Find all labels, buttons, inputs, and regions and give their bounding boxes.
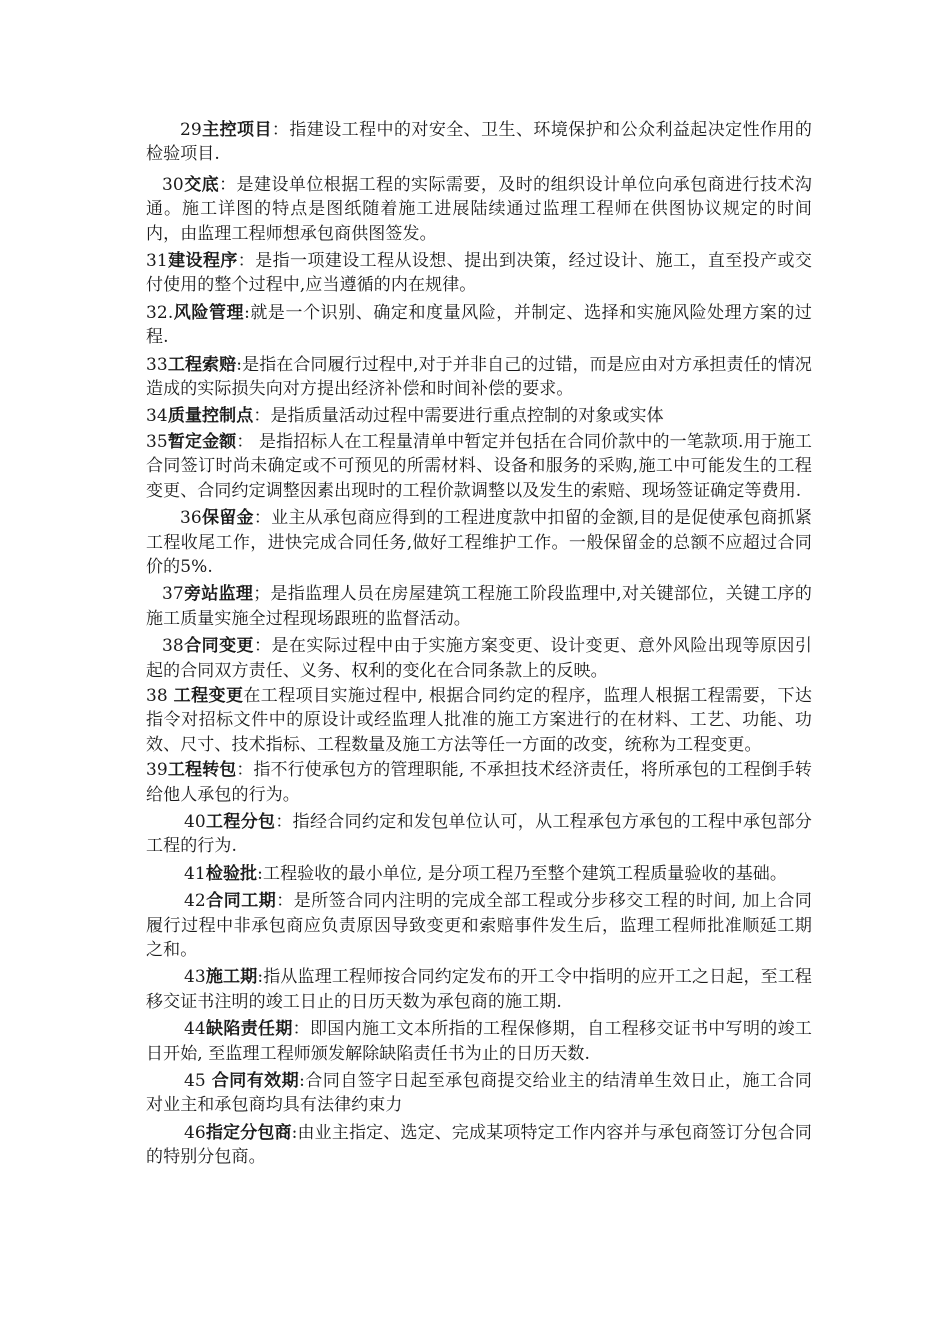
entry-separator: : — [236, 354, 243, 375]
entry-separator: ； — [253, 584, 271, 605]
entry-separator: ： — [275, 811, 293, 832]
entry-term: 工程分包 — [205, 811, 276, 832]
entry-body: 即国内施工文本所指的工程保修期，自工程移交证书中写明的竣工日开始, 至监理工程师颁发解除缺陷责任书为止的日历天数. — [146, 1019, 812, 1064]
entry-34 — [146, 404, 812, 428]
entry-separator: : — [257, 967, 264, 988]
entry-body: 指建设工程中的对安全、卫生、环境保护和公众利益起决定性作用的检验项目. — [146, 120, 813, 165]
entry-term: 合同有效期 — [211, 1071, 300, 1092]
entry-separator: ： — [219, 174, 237, 195]
entry-number: 43 — [184, 967, 206, 988]
entry-43 — [146, 965, 812, 1014]
entry-number: 36 — [180, 508, 202, 529]
entry-separator: ： — [237, 251, 256, 272]
entry-separator: ： — [276, 891, 294, 912]
entry-term: 合同变更 — [183, 636, 254, 657]
entry-body: 合同自签字日起至承包商提交给业主的结清单生效日止，施工合同对业主和承包商均具有法律约束力 — [146, 1071, 813, 1116]
entry-term: 质量控制点 — [167, 406, 254, 427]
entry-number: 46 — [184, 1122, 206, 1143]
entry-31 — [146, 249, 812, 298]
entry-45 — [146, 1069, 812, 1118]
entry-number: 42 — [184, 891, 206, 912]
entry-separator: : — [299, 1071, 305, 1092]
entry-body: 是指一项建设工程从设想、提出到决策，经过设计、施工，直至投产或交付使用的整个过程中,应当遵循的内在规律。 — [146, 251, 812, 296]
entry-number: 32. — [146, 302, 174, 323]
entry-body: 是指在合同履行过程中,对于并非自己的过错，而是应由对方承担责任的情况造成的实际损失向对方提出经济补偿和时间补偿的要求。 — [146, 354, 812, 400]
entry-term: 缺陷责任期 — [205, 1019, 293, 1040]
entry-separator: ： — [292, 1019, 310, 1040]
entry-37 — [146, 582, 812, 631]
entry-body: 是所签合同内注明的完成全部工程或分步移交工程的时间, 加上合同履行过程中非承包商应负责原因导致变更和索赔事件发生后，监理工程师批准顺延工期之和。 — [146, 891, 813, 960]
entry-39 — [146, 758, 812, 807]
entry-38-engineering-change — [146, 684, 812, 757]
entry-body: 是指招标人在工程量清单中暂定并包括在合同价款中的一笔款项.用于施工合同签订时尚未确定或不可预见的所需材料、设备和服务的采购,施工中可能发生的工程变更、合同约定调整因素出现时的工程价款调整以及发生的索赔、现场签证确定等费用. — [146, 431, 813, 501]
entry-body: 是在实际过程中由于实施方案变更、设计变更、意外风险出现等原因引起的合同双方责任、义务、权利的变化在合同条款上的反映。 — [146, 636, 812, 681]
entry-body: 工程验收的最小单位, 是分项工程乃至整个建筑工程质量验收的基础。 — [262, 863, 787, 884]
entry-number: 35 — [146, 431, 168, 452]
entry-29 — [146, 118, 812, 167]
entry-term: 工程转包 — [167, 760, 237, 781]
entry-33 — [146, 353, 812, 402]
entry-35 — [146, 430, 812, 503]
entry-38-contract-change — [146, 634, 812, 683]
entry-body: 指经合同约定和发包单位认可，从工程承包方承包的工程中承包部分工程的行为. — [146, 811, 813, 857]
entry-term: 工程变更 — [173, 685, 244, 706]
entry-body: 是指监理人员在房屋建筑工程施工阶段监理中,对关键部位，关键工序的施工质量实施全过程现场跟班的监督活动。 — [146, 584, 812, 629]
entry-number: 39 — [146, 760, 168, 781]
entry-number: 38 — [162, 636, 184, 657]
entry-body: 指从监理工程师按合同约定发布的开工令中指明的应开工之日起，至工程移交证书注明的竣工日止的日历天数为承包商的施工期. — [146, 967, 812, 1012]
entry-number: 41 — [184, 863, 206, 884]
entry-42 — [146, 889, 812, 962]
entry-46 — [146, 1121, 812, 1170]
entry-30 — [146, 173, 812, 246]
entry-number: 37 — [162, 584, 184, 605]
entry-number: 44 — [184, 1019, 206, 1040]
entry-term: 旁站监理 — [183, 584, 254, 605]
entry-term: 保留金 — [201, 508, 254, 529]
entry-term: 指定分包商 — [205, 1122, 292, 1143]
entry-36 — [146, 506, 812, 579]
entry-term: 暂定金额 — [167, 431, 237, 452]
entry-body: 指不行使承包方的管理职能, 不承担技术经济责任，将所承包的工程倒手转给他人承包的行为。 — [146, 760, 812, 805]
entry-body: 是指质量活动过程中需要进行重点控制的对象或实体 — [270, 406, 664, 427]
entry-number: 29 — [180, 120, 202, 140]
entry-separator: : — [291, 1122, 298, 1143]
entry-number: 34 — [146, 406, 168, 427]
entry-body: 由业主指定、选定、完成某项特定工作内容并与承包商签订分包合同的特别分包商。 — [146, 1122, 813, 1168]
entry-number: 45 — [184, 1071, 212, 1092]
entry-body: 就是一个识别、确定和度量风险，并制定、选择和实施风险处理方案的过程. — [146, 302, 812, 348]
entry-number: 31 — [146, 251, 168, 272]
entry-44 — [146, 1017, 812, 1066]
entry-term: 风险管理 — [173, 302, 245, 323]
entry-body: 业主从承包商应得到的工程进度款中扣留的金额,目的是促使承包商抓紧工程收尾工作，进快完成合同任务,做好工程维护工作。一般保留金的总额不应超过合同价的5%. — [146, 508, 812, 577]
entry-body: 在工程项目实施过程中, 根据合同约定的程序，监理人根据工程需要，下达指令对招标文件中的原设计或经监理人批准的施工方案进行的在材料、工艺、功能、功效、尺寸、技术指标、工程数量及施工方法等任一方面的改变，统称为工程变更。 — [146, 685, 812, 755]
entry-number: 33 — [146, 354, 168, 375]
entry-separator: ： — [236, 431, 254, 452]
entry-separator: ： — [253, 508, 272, 529]
entry-term: 建设程序 — [167, 251, 238, 272]
entry-separator: : — [244, 302, 250, 323]
entry-number: 40 — [184, 811, 206, 832]
entry-separator: : — [257, 863, 263, 884]
entry-number: 38 — [146, 685, 174, 706]
entry-term: 合同工期 — [205, 891, 277, 912]
entry-separator: ： — [236, 760, 254, 781]
entry-term: 检验批 — [205, 863, 258, 884]
entry-32 — [146, 301, 812, 350]
entry-term: 交底 — [183, 174, 220, 195]
entry-body: 是建设单位根据工程的实际需要，及时的组织设计单位向承包商进行技术沟通。施工详图的特点是图纸随着施工进展陆续通过监理工程师在供图协议规定的时间内，由监理工程师想承包商供图签发。 — [146, 174, 812, 244]
entry-separator: ： — [253, 636, 272, 657]
entry-41 — [146, 862, 812, 886]
entry-term: 主控项目 — [201, 120, 272, 140]
entry-separator: ： — [253, 406, 271, 427]
entry-term: 施工期 — [205, 967, 258, 988]
entry-40 — [146, 810, 812, 859]
document-page — [146, 118, 812, 1171]
entry-number: 30 — [162, 174, 184, 195]
entry-separator: ： — [271, 120, 290, 140]
entry-term: 工程索赔 — [167, 354, 237, 375]
